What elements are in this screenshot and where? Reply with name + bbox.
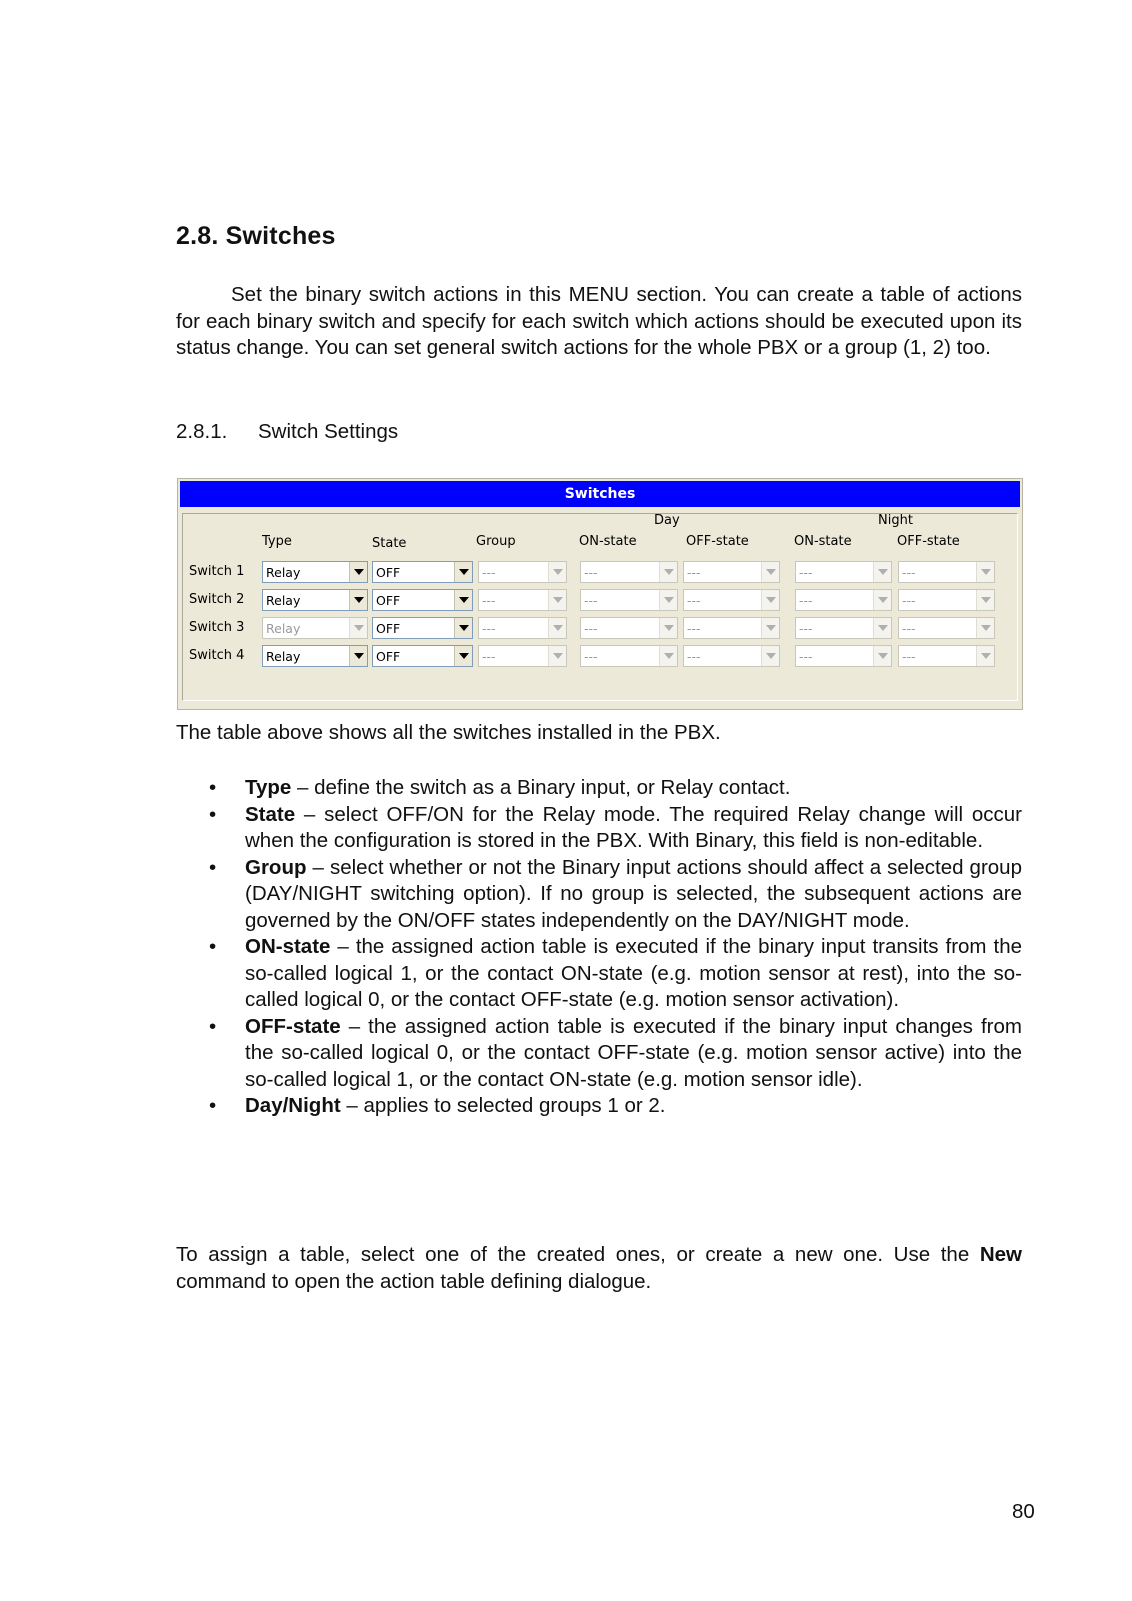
switch-3-day-on-select: --- xyxy=(580,617,678,639)
bullet-icon: • xyxy=(209,1094,217,1117)
chevron-down-icon[interactable] xyxy=(349,590,367,610)
switch-4-day-on-select: --- xyxy=(580,645,678,667)
term: Day/Night xyxy=(245,1094,341,1117)
chevron-down-icon[interactable] xyxy=(349,646,367,666)
bullet-icon: • xyxy=(209,776,217,799)
night-group-header: Night xyxy=(878,513,913,528)
section-title: 2.8. Switches xyxy=(176,222,336,250)
bullet-icon: • xyxy=(209,855,217,879)
col-header-day-off: OFF-state xyxy=(686,534,749,549)
list-item xyxy=(176,855,1022,935)
switch-2-group-select: --- xyxy=(478,589,567,611)
col-header-type: Type xyxy=(262,534,292,549)
switch-3-night-off-select: --- xyxy=(898,617,995,639)
definition-list xyxy=(176,775,1022,1120)
definition: – the assigned action table is executed if the binary input transits from the so-called logical 1, or the contact ON-state (e.g. motion sensor at rest), into the so-called logical 0, or the contact OFF-state (e.g. motion sensor activation). xyxy=(245,935,1022,1011)
definition: – applies to selected groups 1 or 2. xyxy=(340,1094,666,1117)
switch-3-state-select[interactable]: OFF xyxy=(372,617,473,639)
switch-3-label: Switch 3 xyxy=(189,620,245,635)
switch-3-day-off-select: --- xyxy=(683,617,780,639)
switch-3-type-select: Relay xyxy=(262,617,368,639)
switch-1-state-select[interactable]: OFF xyxy=(372,561,473,583)
switch-1-label: Switch 1 xyxy=(189,564,245,579)
chevron-down-icon[interactable] xyxy=(349,562,367,582)
term: Group xyxy=(245,855,307,879)
new-command-term: New xyxy=(979,1243,1022,1266)
chevron-down-icon xyxy=(659,618,677,638)
chevron-down-icon xyxy=(873,618,891,638)
switch-2-night-off-select: --- xyxy=(898,589,995,611)
col-header-night-off: OFF-state xyxy=(897,534,960,549)
switch-2-night-on-select: --- xyxy=(795,589,892,611)
switch-2-day-on-select: --- xyxy=(580,589,678,611)
switch-4-night-on-select: --- xyxy=(795,645,892,667)
chevron-down-icon xyxy=(976,562,994,582)
switch-4-label: Switch 4 xyxy=(189,648,245,663)
switch-1-night-on-select: --- xyxy=(795,561,892,583)
chevron-down-icon xyxy=(659,646,677,666)
switch-2-state-select[interactable]: OFF xyxy=(372,589,473,611)
bullet-icon: • xyxy=(209,935,217,958)
chevron-down-icon xyxy=(548,562,566,582)
page-number: 80 xyxy=(1012,1500,1035,1523)
list-item xyxy=(176,1014,1022,1094)
chevron-down-icon xyxy=(349,618,367,638)
chevron-down-icon xyxy=(873,562,891,582)
definition: – define the switch as a Binary input, or Relay contact. xyxy=(291,776,791,799)
switch-2-type-select[interactable]: Relay xyxy=(262,589,368,611)
col-header-night-on: ON-state xyxy=(794,534,852,549)
list-item xyxy=(176,934,1022,1014)
chevron-down-icon xyxy=(659,562,677,582)
list-item xyxy=(176,1093,1022,1120)
chevron-down-icon xyxy=(976,618,994,638)
col-header-state: State xyxy=(372,536,407,551)
switch-4-day-off-select: --- xyxy=(683,645,780,667)
list-item xyxy=(176,802,1022,855)
definition: – select whether or not the Binary input actions should affect a selected group (DAY/NIGHT switching option). If no group is selected, the subsequent actions are governed by the ON/OFF states independently on the DAY/NIGHT mode. xyxy=(245,855,1022,932)
col-header-day-on: ON-state xyxy=(579,534,637,549)
chevron-down-icon xyxy=(761,646,779,666)
bullet-icon: • xyxy=(209,1014,217,1038)
chevron-down-icon xyxy=(873,590,891,610)
term: ON-state xyxy=(245,935,331,958)
chevron-down-icon[interactable] xyxy=(454,646,472,666)
switch-1-type-select[interactable]: Relay xyxy=(262,561,368,583)
intro-paragraph: Set the binary switch actions in this MENU section. You can create a table of actions for each binary switch and specify for each switch which actions should be executed upon its status change. You can set general switch actions for the whole PBX or a group (1, 2) too. xyxy=(176,283,1022,359)
closing-paragraph: To assign a table, select one of the created ones, or create a new one. Use the New command to open the action table defining dialogue. xyxy=(176,1243,1022,1293)
switch-4-night-off-select: --- xyxy=(898,645,995,667)
term: State xyxy=(245,802,296,826)
day-group-header: Day xyxy=(654,513,680,528)
chevron-down-icon xyxy=(873,646,891,666)
term: Type xyxy=(245,776,292,799)
switch-4-state-select[interactable]: OFF xyxy=(372,645,473,667)
term: OFF-state xyxy=(245,1014,341,1038)
chevron-down-icon xyxy=(548,618,566,638)
switch-1-group-select: --- xyxy=(478,561,567,583)
switch-4-type-select[interactable]: Relay xyxy=(262,645,368,667)
switch-1-night-off-select: --- xyxy=(898,561,995,583)
chevron-down-icon xyxy=(548,590,566,610)
chevron-down-icon xyxy=(659,590,677,610)
chevron-down-icon xyxy=(976,646,994,666)
switch-2-label: Switch 2 xyxy=(189,592,245,607)
subsection-title: Switch Settings xyxy=(258,420,399,443)
table-note: The table above shows all the switches installed in the PBX. xyxy=(176,721,721,744)
switch-3-night-on-select: --- xyxy=(795,617,892,639)
switch-2-day-off-select: --- xyxy=(683,589,780,611)
chevron-down-icon xyxy=(548,646,566,666)
subsection-heading xyxy=(176,420,398,444)
chevron-down-icon[interactable] xyxy=(454,562,472,582)
chevron-down-icon xyxy=(976,590,994,610)
switch-1-day-on-select: --- xyxy=(580,561,678,583)
chevron-down-icon xyxy=(761,590,779,610)
switch-3-group-select: --- xyxy=(478,617,567,639)
list-item xyxy=(176,775,1022,802)
bullet-icon: • xyxy=(209,802,217,826)
chevron-down-icon[interactable] xyxy=(454,590,472,610)
switch-4-group-select: --- xyxy=(478,645,567,667)
chevron-down-icon xyxy=(761,562,779,582)
switch-1-day-off-select: --- xyxy=(683,561,780,583)
col-header-group: Group xyxy=(476,534,516,549)
chevron-down-icon[interactable] xyxy=(454,618,472,638)
subsection-number: 2.8.1. xyxy=(176,420,228,443)
panel-title-bar: Switches xyxy=(180,481,1020,507)
definition: – select OFF/ON for the Relay mode. The required Relay change will occur when the configuration is stored in the PBX. With Binary, this field is non-editable. xyxy=(245,802,1022,852)
chevron-down-icon xyxy=(761,618,779,638)
definition: – the assigned action table is executed if the binary input changes from the so-called logical 0, or the contact OFF-state (e.g. motion sensor active) into the so-called logical 1, or the contact ON-state (e.g. motion sensor idle). xyxy=(245,1014,1022,1091)
switches-panel xyxy=(177,478,1023,710)
